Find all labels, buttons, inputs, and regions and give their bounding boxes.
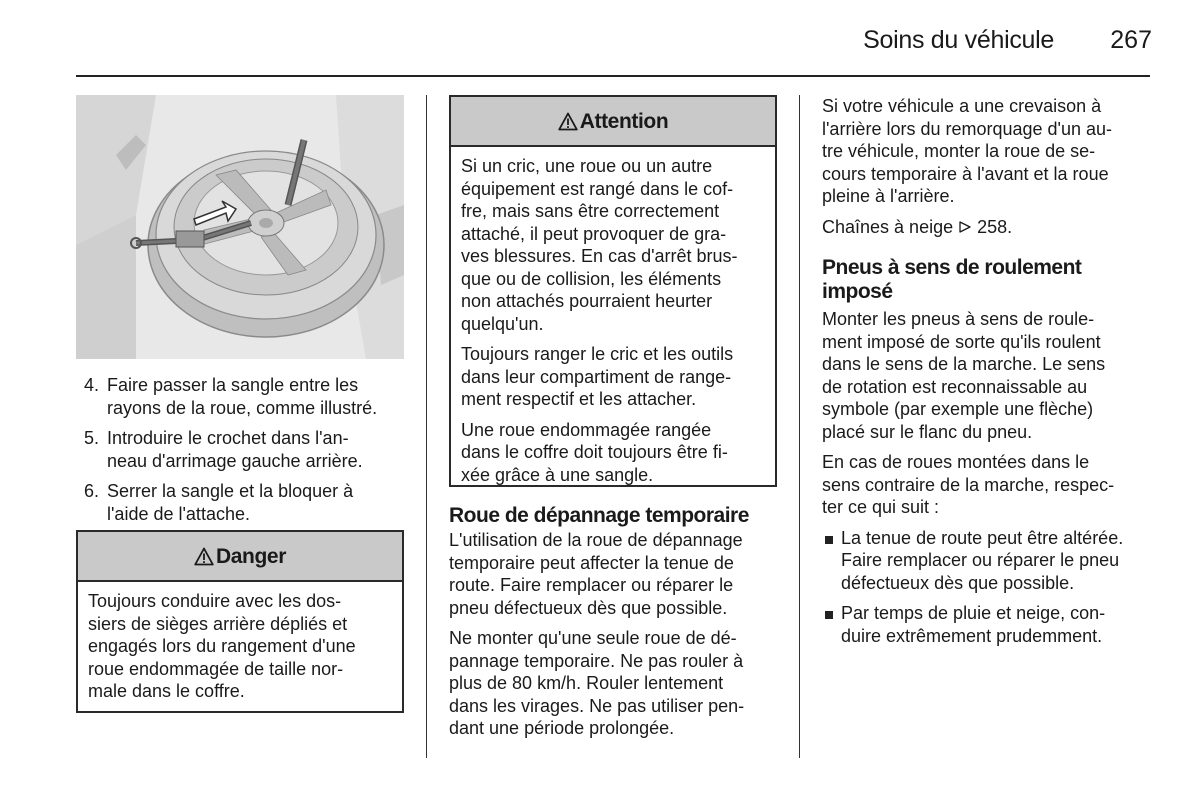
- bullet-square-icon: [822, 602, 841, 647]
- attention-text: quelqu'un.: [461, 313, 544, 334]
- attention-text: ves blessures. En cas d'arrêt brus-: [461, 246, 738, 266]
- text-line: route. Faire remplacer ou réparer le: [449, 575, 734, 595]
- step-text: neau d'arrimage gauche arrière.: [107, 450, 363, 471]
- attention-text: dans le coffre doit toujours être fi-: [461, 442, 728, 462]
- attention-box: [449, 95, 777, 487]
- text-line: Si votre véhicule a une crevaison à: [822, 96, 1102, 116]
- attention-header: [451, 97, 775, 147]
- warning-triangle-icon: [558, 112, 578, 131]
- warning-triangle-icon: [194, 547, 214, 566]
- towing-text: [822, 95, 1152, 246]
- text-line: dans le sens de la marche. Le sens: [822, 354, 1106, 374]
- heading-line: imposé: [822, 280, 893, 303]
- danger-text: siers de sièges arrière dépliés et: [88, 613, 348, 634]
- list-item: [84, 480, 404, 525]
- step-number: 4.: [84, 375, 100, 395]
- attention-text: xée grâce à une sangle.: [461, 464, 654, 485]
- attention-paragraph: [461, 343, 765, 411]
- danger-box: [76, 530, 404, 713]
- danger-text: roue endommagée de taille nor-: [88, 658, 344, 679]
- danger-text: male dans le coffre.: [88, 681, 245, 701]
- attention-text: dans leur compartiment de range-: [461, 366, 732, 387]
- installation-steps: [84, 374, 404, 533]
- text-line: L'utilisation de la roue de dépannage: [449, 530, 743, 550]
- list-item: [822, 527, 1152, 595]
- attention-text: Une roue endommagée rangée: [461, 419, 712, 440]
- snow-chains-reference[interactable]: [822, 216, 1152, 239]
- attention-text: que ou de collision, les éléments: [461, 268, 722, 289]
- step-number: 6.: [84, 481, 100, 501]
- attention-text: attaché, il peut provoquer de gra-: [461, 223, 727, 244]
- attention-text: équipement est rangé dans le cof-: [461, 178, 734, 199]
- danger-title: Danger: [216, 545, 286, 568]
- attention-paragraph: [461, 155, 765, 335]
- text-line: ter ce qui suit :: [822, 497, 940, 517]
- directional-text: [822, 308, 1152, 655]
- attention-text: Si un cric, une roue ou un autre: [461, 156, 713, 176]
- section-heading: [822, 256, 1152, 304]
- text-line: Monter les pneus à sens de roule-: [822, 309, 1095, 329]
- paragraph: [822, 308, 1152, 443]
- step-text: Faire passer la sangle entre les: [107, 375, 359, 395]
- spare-wheel-drawing: [76, 95, 404, 359]
- text-line: plus de 80 km/h. Rouler lentement: [449, 673, 724, 693]
- text-line: ment imposé de sorte qu'ils roulent: [822, 331, 1101, 352]
- bullet-square-icon: [822, 527, 841, 595]
- list-item: [822, 602, 1152, 647]
- paragraph: [449, 627, 777, 740]
- xref-page[interactable]: 258.: [977, 216, 1013, 237]
- section-heading: Roue de dépannage temporaire: [449, 504, 749, 527]
- text-line: pannage temporaire. Ne pas rouler à: [449, 650, 744, 671]
- text-line: dans les virages. Ne pas utiliser pen-: [449, 695, 745, 716]
- text-line: Faire remplacer ou réparer le pneu: [841, 550, 1120, 570]
- xref-label: Chaînes à neige: [822, 216, 954, 237]
- attention-text: ment respectif et les attacher.: [461, 389, 697, 409]
- text-line: de rotation est reconnaissable au: [822, 376, 1088, 397]
- step-text: l'aide de l'attache.: [107, 503, 250, 524]
- heading-line: Pneus à sens de roulement: [822, 256, 1082, 279]
- text-line: En cas de roues montées dans le: [822, 452, 1090, 472]
- danger-body: [78, 582, 402, 703]
- text-line: sens contraire de la marche, respec-: [822, 474, 1115, 495]
- temp-wheel-text: [449, 529, 777, 748]
- paragraph: [449, 529, 777, 619]
- column-divider: [799, 95, 800, 758]
- spare-wheel-illustration: [76, 95, 404, 359]
- arrow-right-icon: [958, 220, 972, 234]
- text-line: dant une période prolongée.: [449, 718, 675, 738]
- paragraph: [822, 95, 1152, 208]
- danger-header: [78, 532, 402, 582]
- attention-text: Toujours ranger le cric et les outils: [461, 344, 734, 364]
- step-text: rayons de la roue, comme illustré.: [107, 397, 378, 418]
- text-line: Ne monter qu'une seule roue de dé-: [449, 628, 737, 648]
- attention-body: [451, 147, 775, 486]
- attention-text: fre, mais sans être correctement: [461, 201, 720, 221]
- step-text: Introduire le crochet dans l'an-: [107, 428, 349, 448]
- list-item: [84, 427, 404, 472]
- danger-text: Toujours conduire avec les dos-: [88, 591, 342, 611]
- bullet-list: [822, 527, 1152, 648]
- text-line: défectueux dès que possible.: [841, 572, 1075, 593]
- text-line: duire extrêmement prudemment.: [841, 625, 1103, 646]
- page-number: 267: [1110, 26, 1152, 54]
- text-line: cours temporaire à l'avant et la roue: [822, 163, 1109, 184]
- page-title: Soins du véhicule: [863, 26, 1054, 54]
- text-line: La tenue de route peut être altérée.: [841, 527, 1124, 548]
- paragraph: [822, 451, 1152, 519]
- text-line: placé sur le flanc du pneu.: [822, 421, 1033, 442]
- list-item: [84, 374, 404, 419]
- danger-text: engagés lors du rangement d'une: [88, 636, 356, 656]
- text-line: pleine à l'arrière.: [822, 186, 955, 206]
- step-number: 5.: [84, 428, 100, 448]
- step-text: Serrer la sangle et la bloquer à: [107, 481, 354, 501]
- attention-text: non attachés pourraient heurter: [461, 291, 713, 311]
- text-line: pneu défectueux dès que possible.: [449, 597, 728, 618]
- page-header: [0, 0, 1200, 80]
- text-line: l'arrière lors du remorquage d'un au-: [822, 118, 1113, 139]
- text-line: temporaire peut affecter la tenue de: [449, 552, 734, 573]
- attention-paragraph: [461, 419, 765, 487]
- text-line: Par temps de pluie et neige, con-: [841, 603, 1106, 623]
- attention-title: Attention: [579, 110, 669, 133]
- header-rule: [76, 75, 1150, 77]
- text-line: symbole (par exemple une flèche): [822, 399, 1094, 419]
- text-line: tre véhicule, monter la roue de se-: [822, 141, 1096, 161]
- column-divider: [426, 95, 427, 758]
